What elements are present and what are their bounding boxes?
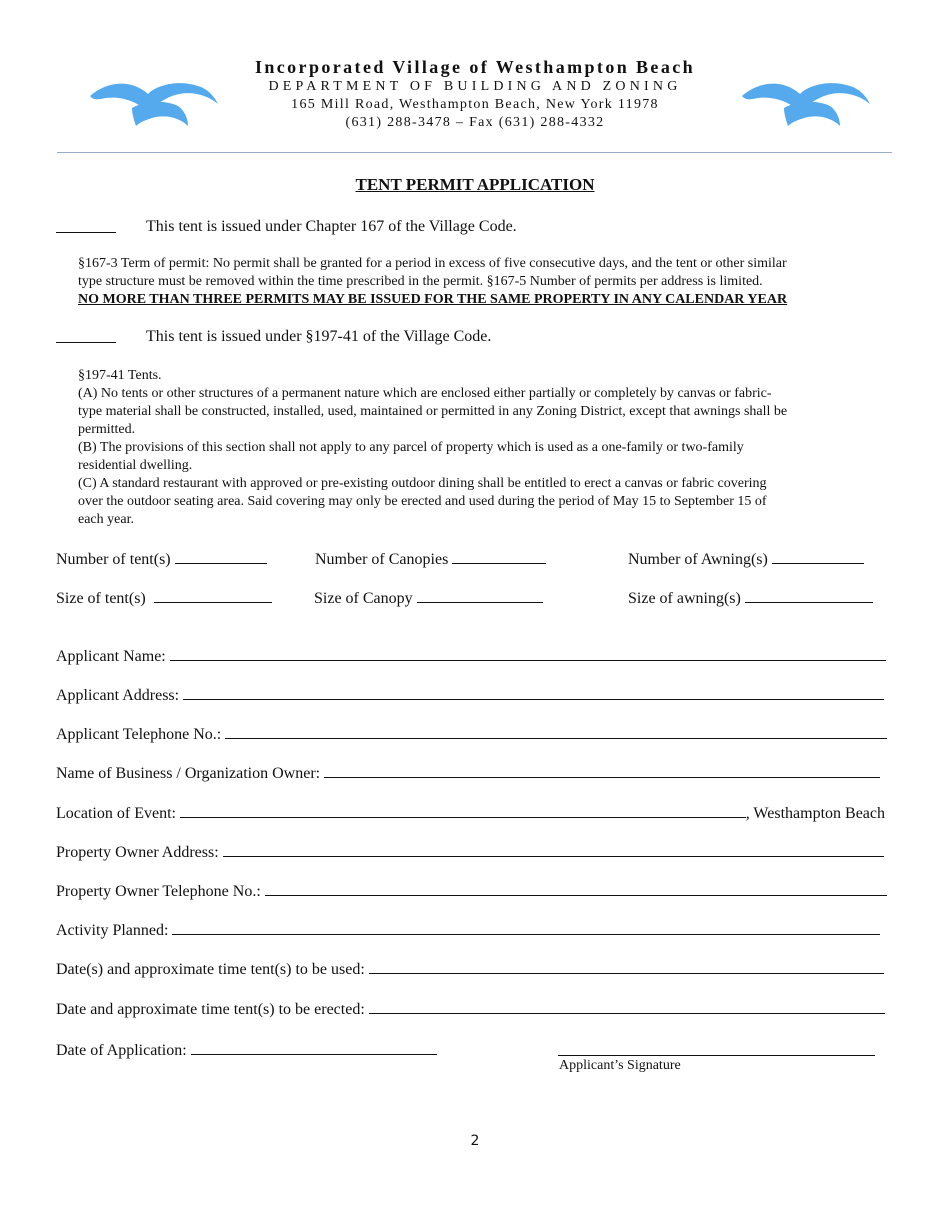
applicant-address-field[interactable] bbox=[56, 685, 884, 705]
dates-used-label: Date(s) and approximate time tent(s) to be used: bbox=[56, 961, 365, 978]
canopy-size-label: Size of Canopy bbox=[314, 590, 413, 607]
owner-phone-line[interactable] bbox=[265, 881, 887, 896]
business-owner-line[interactable] bbox=[324, 763, 880, 778]
form-title: TENT PERMIT APPLICATION bbox=[355, 175, 595, 194]
applicant-phone-line[interactable] bbox=[225, 724, 887, 739]
date-erected-label: Date and approximate time tent(s) to be erected: bbox=[56, 1001, 365, 1018]
chapter167-line2: type structure must be removed within the time prescribed in the permit. §167-5 Number of permits per address is limited. bbox=[78, 274, 763, 289]
owner-address-field[interactable] bbox=[56, 842, 884, 862]
permit-limit-notice: NO MORE THAN THREE PERMITS MAY BE ISSUED FOR THE SAME PROPERTY IN ANY CALENDAR YEAR bbox=[78, 292, 788, 307]
activity-field[interactable] bbox=[56, 920, 880, 940]
application-date-label: Date of Application: bbox=[56, 1042, 187, 1059]
applicant-name-label: Applicant Name: bbox=[56, 648, 166, 665]
option2-check-blank[interactable] bbox=[56, 327, 116, 348]
date-erected-field[interactable] bbox=[56, 999, 885, 1019]
awning-count-label: Number of Awning(s) bbox=[628, 551, 768, 568]
owner-address-line[interactable] bbox=[223, 842, 884, 857]
business-owner-label: Name of Business / Organization Owner: bbox=[56, 765, 321, 782]
tent-count-label: Number of tent(s) bbox=[56, 551, 171, 568]
department-phone: (631) 288-3478 – Fax (631) 288-4332 bbox=[345, 115, 605, 130]
tent-size-field[interactable] bbox=[56, 587, 272, 608]
business-owner-field[interactable] bbox=[56, 763, 880, 783]
awning-size-field[interactable] bbox=[628, 587, 873, 608]
activity-line[interactable] bbox=[172, 920, 880, 935]
option2-text: This tent is issued under §197-41 of the Village Code. bbox=[146, 328, 492, 345]
awning-count-field[interactable] bbox=[628, 548, 864, 569]
applicant-phone-label: Applicant Telephone No.: bbox=[56, 726, 222, 743]
owner-phone-field[interactable] bbox=[56, 881, 887, 901]
option1-text: This tent is issued under Chapter 167 of the Village Code. bbox=[146, 218, 517, 235]
activity-label: Activity Planned: bbox=[56, 922, 169, 939]
village-name: Incorporated Village of Westhampton Beach bbox=[254, 57, 696, 77]
applicant-address-line[interactable] bbox=[183, 685, 884, 700]
owner-address-label: Property Owner Address: bbox=[56, 844, 219, 861]
section197-details bbox=[78, 367, 878, 529]
section197-line: each year. bbox=[78, 512, 134, 527]
section197-line: (C) A standard restaurant with approved or pre-existing outdoor dining shall be entitled to erect a canvas or fabric covering bbox=[78, 476, 767, 491]
applicant-name-line[interactable] bbox=[170, 646, 886, 661]
event-location-label: Location of Event: bbox=[56, 805, 176, 822]
tent-size-label: Size of tent(s) bbox=[56, 590, 146, 607]
dates-used-field[interactable] bbox=[56, 959, 884, 979]
department-name: DEPARTMENT OF BUILDING AND ZONING bbox=[268, 79, 682, 94]
section197-line: (A) No tents or other structures of a permanent nature which are enclosed either partially or completely by canvas or fabric- bbox=[78, 386, 772, 401]
signature-label: Applicant’s Signature bbox=[559, 1058, 681, 1073]
signature-line[interactable] bbox=[558, 1040, 875, 1056]
event-location-suffix: , Westhampton Beach bbox=[745, 805, 885, 822]
applicant-address-label: Applicant Address: bbox=[56, 687, 180, 704]
section197-line: over the outdoor seating area. Said covering may only be erected and used during the period of May 15 to September 15 of bbox=[78, 494, 767, 509]
event-location-field[interactable] bbox=[56, 803, 885, 823]
section197-line: type material shall be constructed, installed, used, maintained or permitted in any Zoning District, except that awnings shall be bbox=[78, 404, 788, 419]
date-erected-line[interactable] bbox=[369, 999, 885, 1014]
header-divider bbox=[57, 152, 892, 153]
awning-size-label: Size of awning(s) bbox=[628, 590, 741, 607]
tent-count-field[interactable] bbox=[56, 548, 267, 569]
event-location-line[interactable] bbox=[180, 803, 746, 818]
page-number: 2 bbox=[470, 1133, 480, 1149]
owner-phone-label: Property Owner Telephone No.: bbox=[56, 883, 261, 900]
dates-used-line[interactable] bbox=[369, 959, 884, 974]
department-address: 165 Mill Road, Westhampton Beach, New York 11978 bbox=[291, 97, 659, 112]
applicant-name-field[interactable] bbox=[56, 646, 886, 666]
section197-line: (B) The provisions of this section shall not apply to any parcel of property which is used as a one-family or two-family bbox=[78, 440, 744, 455]
option1-check-blank[interactable] bbox=[56, 217, 116, 238]
section197-line: permitted. bbox=[78, 422, 136, 437]
chapter167-details bbox=[78, 255, 878, 309]
canopy-count-field[interactable] bbox=[315, 548, 546, 569]
application-date-field[interactable] bbox=[56, 1039, 437, 1060]
canopy-count-label: Number of Canopies bbox=[315, 551, 449, 568]
canopy-size-field[interactable] bbox=[314, 587, 543, 608]
section197-line: §197-41 Tents. bbox=[78, 368, 162, 383]
chapter167-line1: §167-3 Term of permit: No permit shall be granted for a period in excess of five consecutive days, and the tent or other similar bbox=[78, 256, 787, 271]
applicant-phone-field[interactable] bbox=[56, 724, 887, 744]
section197-line: residential dwelling. bbox=[78, 458, 193, 473]
